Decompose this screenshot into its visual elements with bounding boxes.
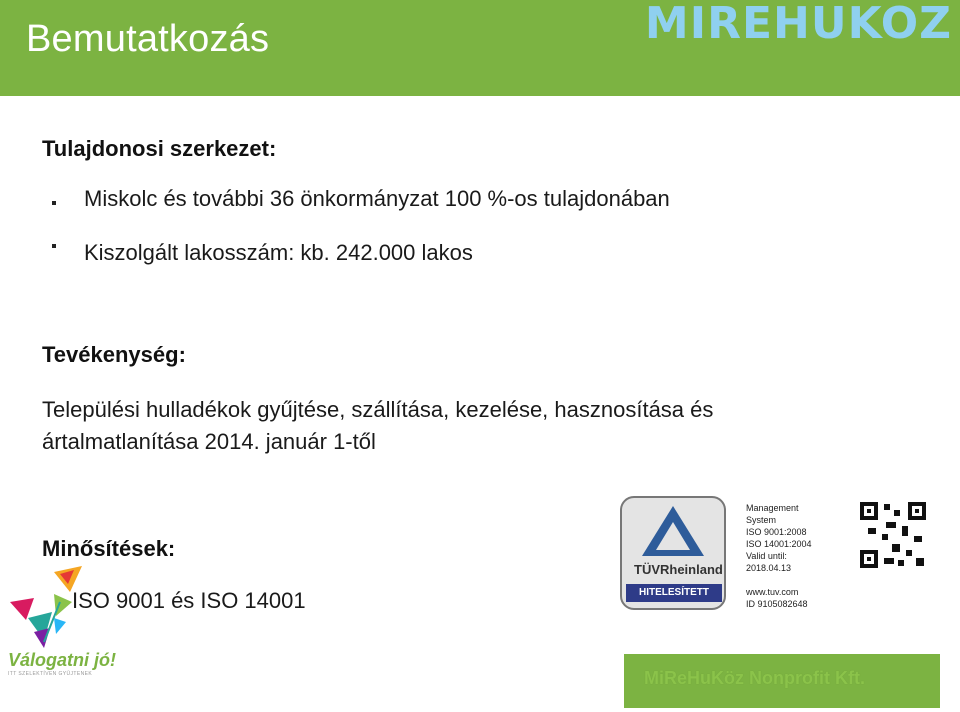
footer-company-box	[624, 654, 940, 708]
cert-line: ISO 14001:2004	[746, 539, 812, 549]
qualification-item: ISO 9001 és ISO 14001	[72, 588, 306, 613]
ownership-heading: Tulajdonosi szerkezet:	[42, 136, 277, 161]
qualification-heading: Minősítések:	[42, 536, 176, 561]
activity-heading: Tevékenység:	[42, 342, 186, 367]
activity-line: ártalmatlanítása 2014. január 1-től	[42, 429, 376, 454]
cert-line: ID 9105082648	[746, 599, 808, 609]
logo-name: Válogatni jó!	[8, 650, 116, 670]
ownership-item: Kiszolgált lakosszám: kb. 242.000 lakos	[84, 240, 473, 265]
cert-line: System	[746, 515, 777, 525]
tuv-brand: TÜVRheinland	[634, 562, 723, 577]
ownership-item: Miskolc és további 36 önkormányzat 100 %-os tulajdonában	[84, 186, 670, 211]
qr-code-icon	[858, 500, 928, 570]
footer-company-name: MiReHuKöz Nonprofit Kft.	[644, 668, 865, 688]
cert-line: www.tuv.com	[746, 587, 799, 597]
tuv-certificate	[620, 496, 932, 610]
page-title: Bemutatkozás	[26, 18, 270, 60]
cert-line: Management	[746, 503, 799, 513]
cert-line: Valid until:	[746, 551, 787, 561]
bullet-icon	[52, 244, 56, 248]
cert-line: ISO 9001:2008	[746, 527, 807, 537]
brand-logo: MIREHUKOZ	[644, 0, 952, 49]
logo-subtitle: ITT SZELEKTÍVEN GYŰJTENEK	[8, 671, 93, 677]
header-bar	[0, 0, 960, 96]
bullet-icon	[52, 201, 56, 205]
cert-line: 2018.04.13	[746, 563, 792, 573]
certificate-details	[746, 502, 812, 610]
activity-line: Települési hulladékok gyűjtése, szállítása, kezelése, hasznosítása és	[42, 397, 714, 422]
triangle-icon	[622, 498, 724, 562]
tuv-seal-icon	[620, 496, 726, 610]
badge-certified: HITELESÍTETT	[626, 584, 722, 602]
